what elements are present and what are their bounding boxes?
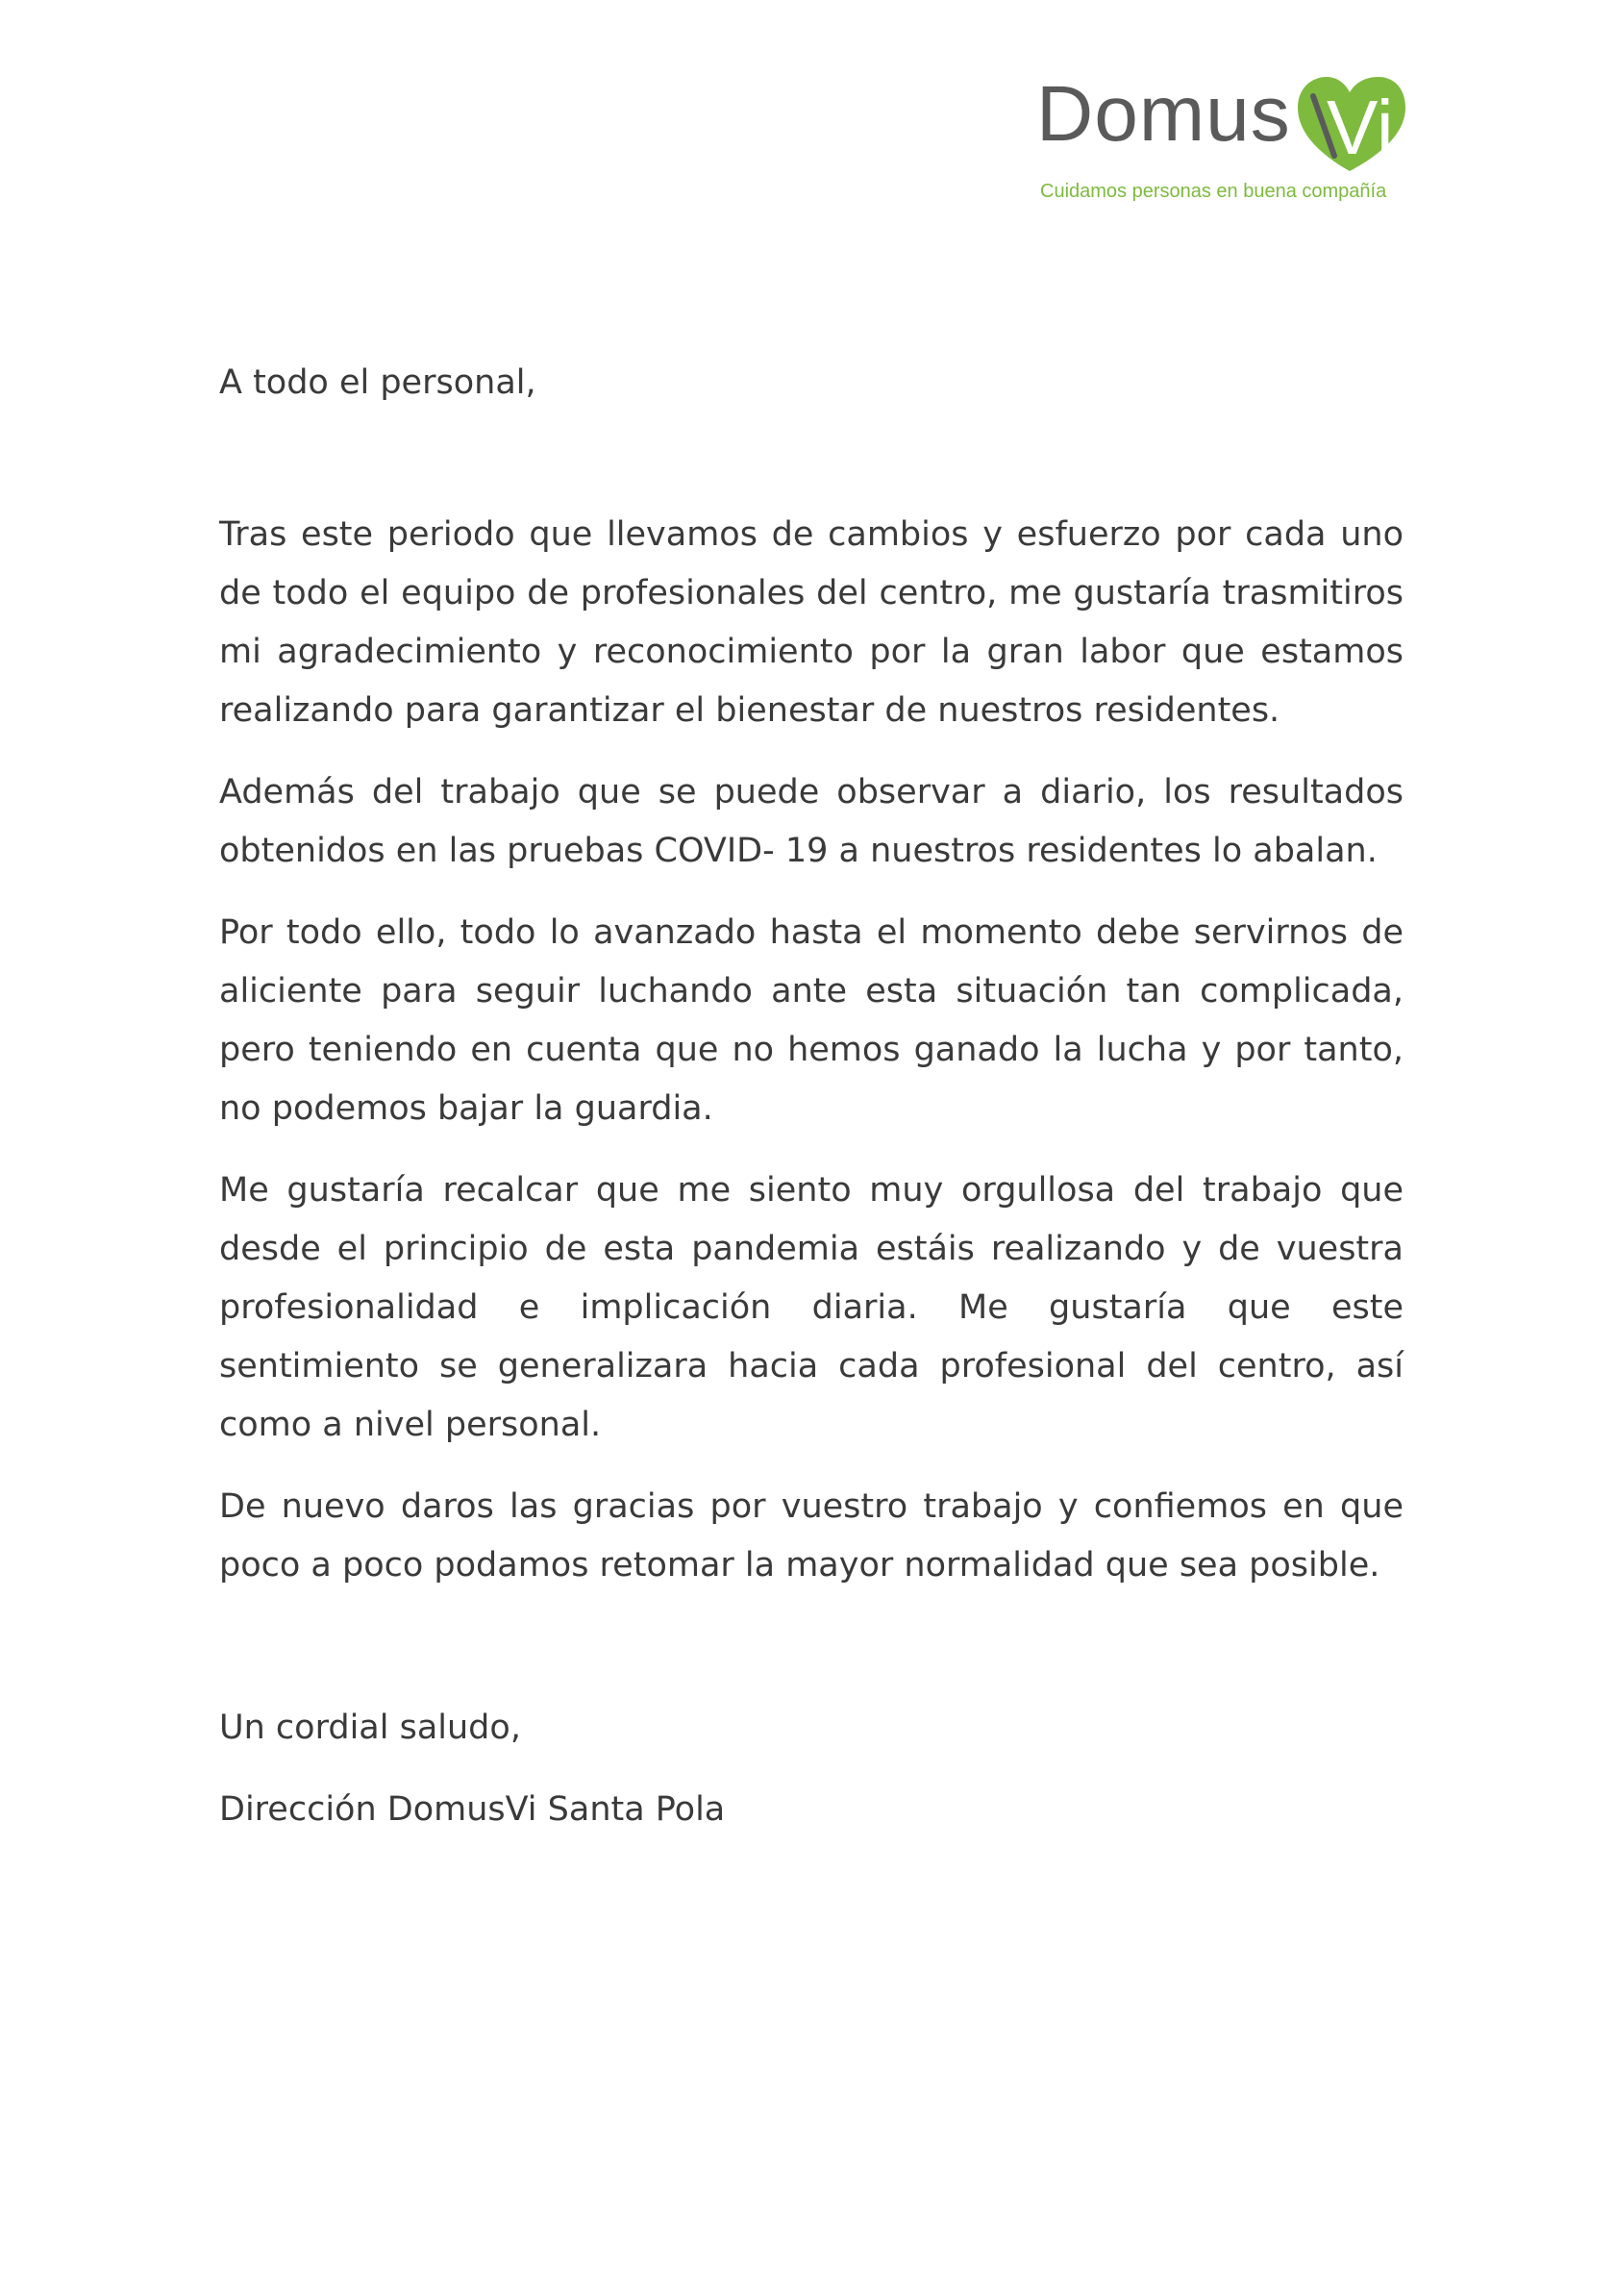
letter-paragraph: Por todo ello, todo lo avanzado hasta el momento debe servirnos de aliciente para seguir luchando ante esta situación tan complicada, pero teniendo en cuenta que no hemos ganado la lucha y por tanto, no podemos bajar la guardia. (219, 913, 1404, 1128)
letter-paragraph: Además del trabajo que se puede observar a diario, los resultados obtenidos en las pruebas COVID- 19 a nuestros residentes lo abalan. (219, 773, 1404, 870)
domusvi-logo (1019, 70, 1423, 210)
letter-paragraph: Tras este periodo que llevamos de cambios y esfuerzo por cada uno de todo el equipo de profesionales del centro, me gustaría trasmitiros mi agradecimiento y reconocimiento por la gran labor que estamos realizando para garantizar el bienestar de nuestros residentes. (219, 515, 1404, 730)
logo-tagline: Cuidamos personas en buena compañía (1040, 181, 1387, 202)
letter-signature: Dirección DomusVi Santa Pola (219, 1790, 726, 1829)
letter-paragraph: De nuevo daros las gracias por vuestro trabajo y confiemos en que poco a poco podamos retomar la mayor normalidad que sea posible. (219, 1487, 1404, 1585)
logo-wordmark-main: Domus (1036, 70, 1291, 158)
letter-greeting: A todo el personal, (219, 363, 536, 402)
logo-wordmark (1036, 70, 1291, 158)
logo-wordmark-accent: Vi (1327, 85, 1394, 170)
letter-body (219, 354, 1404, 1839)
letter-closing: Un cordial saludo, (219, 1709, 521, 1747)
letter-paragraph: Me gustaría recalcar que me siento muy orgullosa del trabajo que desde el principio de esta pandemia estáis realizando y de vuestra profesionalidad e implicación diaria. Me gustaría que este sentimiento se generalizara hacia cada profesional del centro, así como a nivel personal. (219, 1171, 1404, 1444)
heart-logo-icon (1294, 75, 1407, 175)
